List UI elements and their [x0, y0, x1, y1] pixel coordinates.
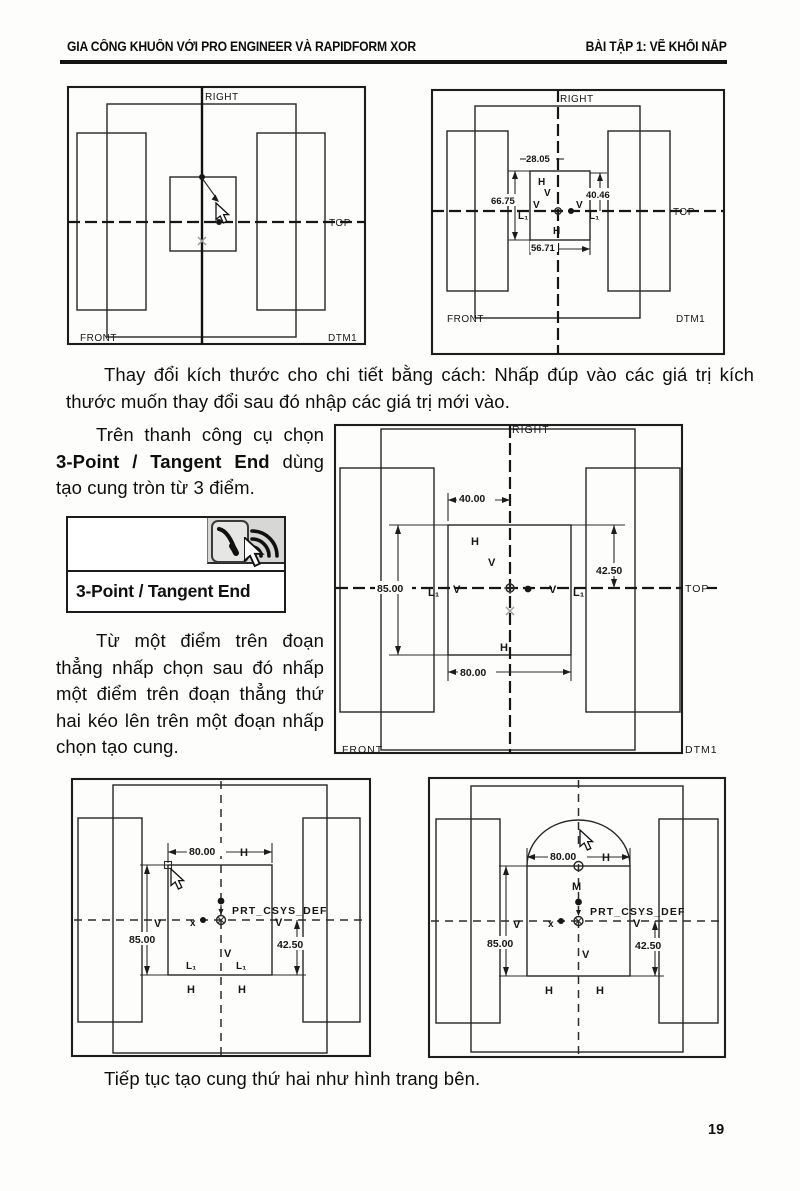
datum-centerlines: [74, 781, 367, 1055]
paragraph-arc-steps: Từ một điểm trên đoạn thẳng nhấp chọn sau đó nhấp một điểm trên đoạn thẳng thứ hai kéo lên trên một đoạn nhấp chọn tạo cung.: [56, 630, 324, 757]
toolbar-strip: [66, 516, 286, 572]
svg-text:V: V: [533, 200, 540, 211]
x-axis-point: [190, 917, 206, 929]
header-rule: [60, 60, 727, 64]
constraint-label: V: [154, 918, 162, 930]
tooltip-box: [66, 570, 286, 613]
figure-sketch-select: [66, 85, 368, 347]
vertex-point: [525, 586, 532, 593]
svg-text:V: V: [576, 200, 583, 211]
svg-text:L₁: L₁: [428, 587, 440, 599]
paragraph-next-step: Tiếp tục tạo cung thứ hai như hình trang bên.: [104, 1068, 481, 1089]
svg-text:V: V: [453, 584, 461, 596]
dimension-value: 42.50: [596, 565, 623, 577]
svg-text:H: H: [545, 985, 553, 997]
csys-label: PRT_CSYS_DEF: [590, 906, 686, 918]
y-axis-point: [575, 899, 582, 916]
x-axis-point: [548, 918, 564, 930]
dimension-value: 85.00: [129, 934, 156, 946]
svg-text:H: H: [553, 226, 561, 237]
constraint-label: H: [240, 847, 248, 859]
dimension-value: 40.46: [586, 190, 610, 201]
datum-dtm-label: DTM1: [685, 744, 718, 756]
dimension-right: [571, 525, 631, 588]
datum-top-label: TOP: [673, 207, 695, 218]
dimension-value: 80.00: [460, 667, 487, 679]
svg-text:H: H: [596, 985, 604, 997]
sketch-frame: [72, 779, 370, 1056]
datum-dtm-label: DTM1: [676, 314, 706, 325]
svg-text:H: H: [500, 642, 508, 654]
paragraph-run: dùng tạo cung tròn từ 3 điểm.: [56, 450, 325, 498]
figure-sketch-dimensions: [430, 88, 726, 356]
svg-text:H: H: [238, 984, 246, 996]
dimension-right: [272, 917, 312, 975]
dimension-value: 85.00: [487, 938, 514, 950]
vertex-point: [216, 219, 222, 225]
svg-text:H: H: [538, 177, 546, 188]
paragraph-run: Trên thanh công cụ chọn: [96, 424, 324, 445]
header-left-title: GIA CÔNG KHUÔN VỚI PRO ENGINEER VÀ RAPIDFORM XOR: [67, 39, 416, 54]
svg-text:V: V: [488, 557, 496, 569]
dimension-top: [168, 843, 272, 863]
figure-sketch-pick-corner: [70, 777, 373, 1058]
x-axis-label: x: [548, 919, 554, 930]
figure-sketch-dimensioned: [333, 423, 718, 756]
toolbar-illustration: [66, 516, 286, 613]
svg-text:V: V: [582, 949, 590, 961]
page-number: 19: [708, 1122, 725, 1138]
constraint-label: V: [513, 919, 521, 931]
constraint-labels: [428, 536, 585, 654]
datum-centerlines: [431, 780, 722, 1056]
constraint-label: H: [602, 852, 610, 864]
constraint-label: V: [275, 917, 283, 929]
arc-icon: [213, 522, 243, 557]
datum-dtm-label: DTM1: [328, 333, 358, 344]
svg-text:H: H: [187, 984, 195, 996]
svg-text:L₁: L₁: [186, 961, 197, 972]
datum-top-label: TOP: [329, 218, 351, 229]
leader-arrow: [202, 178, 219, 202]
origin-symbol: [504, 582, 516, 594]
svg-text:H: H: [471, 536, 479, 548]
datum-right-label: RIGHT: [560, 94, 594, 105]
paragraph-toolbar-instructions: [56, 422, 324, 502]
part-outline: [78, 785, 360, 1053]
mouse-cursor-icon: [580, 830, 593, 850]
svg-text:L₁: L₁: [589, 211, 600, 222]
svg-text:V: V: [224, 948, 232, 960]
constraint-labels: [545, 949, 604, 997]
dimension-left: [490, 171, 530, 240]
datum-front-label: FRONT: [447, 314, 484, 325]
dimension-value: 56.71: [531, 243, 555, 254]
x-axis-label: x: [190, 918, 196, 929]
svg-text:V: V: [544, 188, 551, 199]
svg-text:L₁: L₁: [573, 587, 585, 599]
svg-text:L₁: L₁: [518, 211, 529, 222]
paragraph-resize-instructions: Thay đổi kích thước cho chi tiết bằng cách: Nhấp đúp vào các giá trị kích thước muốn thay đổi sau đó nhập các giá trị mới vào.: [66, 364, 754, 412]
tooltip-label: 3-Point / Tangent End: [76, 581, 251, 601]
svg-text:L₁: L₁: [236, 961, 247, 972]
header-right-title: BÀI TẬP 1: VẼ KHỐI NẮP: [586, 39, 727, 54]
dimension-value: 85.00: [377, 583, 404, 595]
datum-top-label: TOP: [685, 583, 710, 595]
datum-front-label: FRONT: [80, 333, 117, 344]
dimension-value: 40.00: [459, 493, 486, 505]
vertex-point: [199, 174, 205, 180]
dimension-bottom: [530, 240, 590, 255]
vertex-point: [568, 208, 574, 214]
figure-sketch-arc-created: [427, 776, 727, 1059]
datum-right-label: RIGHT: [512, 424, 550, 436]
dimension-value: 42.50: [635, 940, 662, 952]
svg-text:V: V: [549, 584, 557, 596]
csys-label: PRT_CSYS_DEF: [232, 905, 328, 917]
datum-right-label: RIGHT: [205, 92, 239, 103]
constraint-labels: [186, 948, 246, 996]
datum-front-label: FRONT: [342, 744, 384, 756]
dimension-value: 42.50: [277, 939, 304, 951]
y-axis-point: [218, 898, 225, 915]
mouse-cursor-icon: [171, 869, 184, 889]
dimension-value: 28.05: [526, 154, 550, 165]
dimension-value: 66.75: [491, 196, 515, 207]
mouse-cursor-icon: [244, 537, 270, 573]
dimension-top: [448, 490, 510, 521]
midpoint-label: M: [572, 881, 582, 893]
dimension-value: 80.00: [550, 851, 577, 863]
dimension-value: 80.00: [189, 846, 216, 858]
dimension-right: [630, 918, 670, 976]
constraint-label: V: [633, 918, 641, 930]
command-name: 3-Point / Tangent End: [56, 450, 270, 472]
